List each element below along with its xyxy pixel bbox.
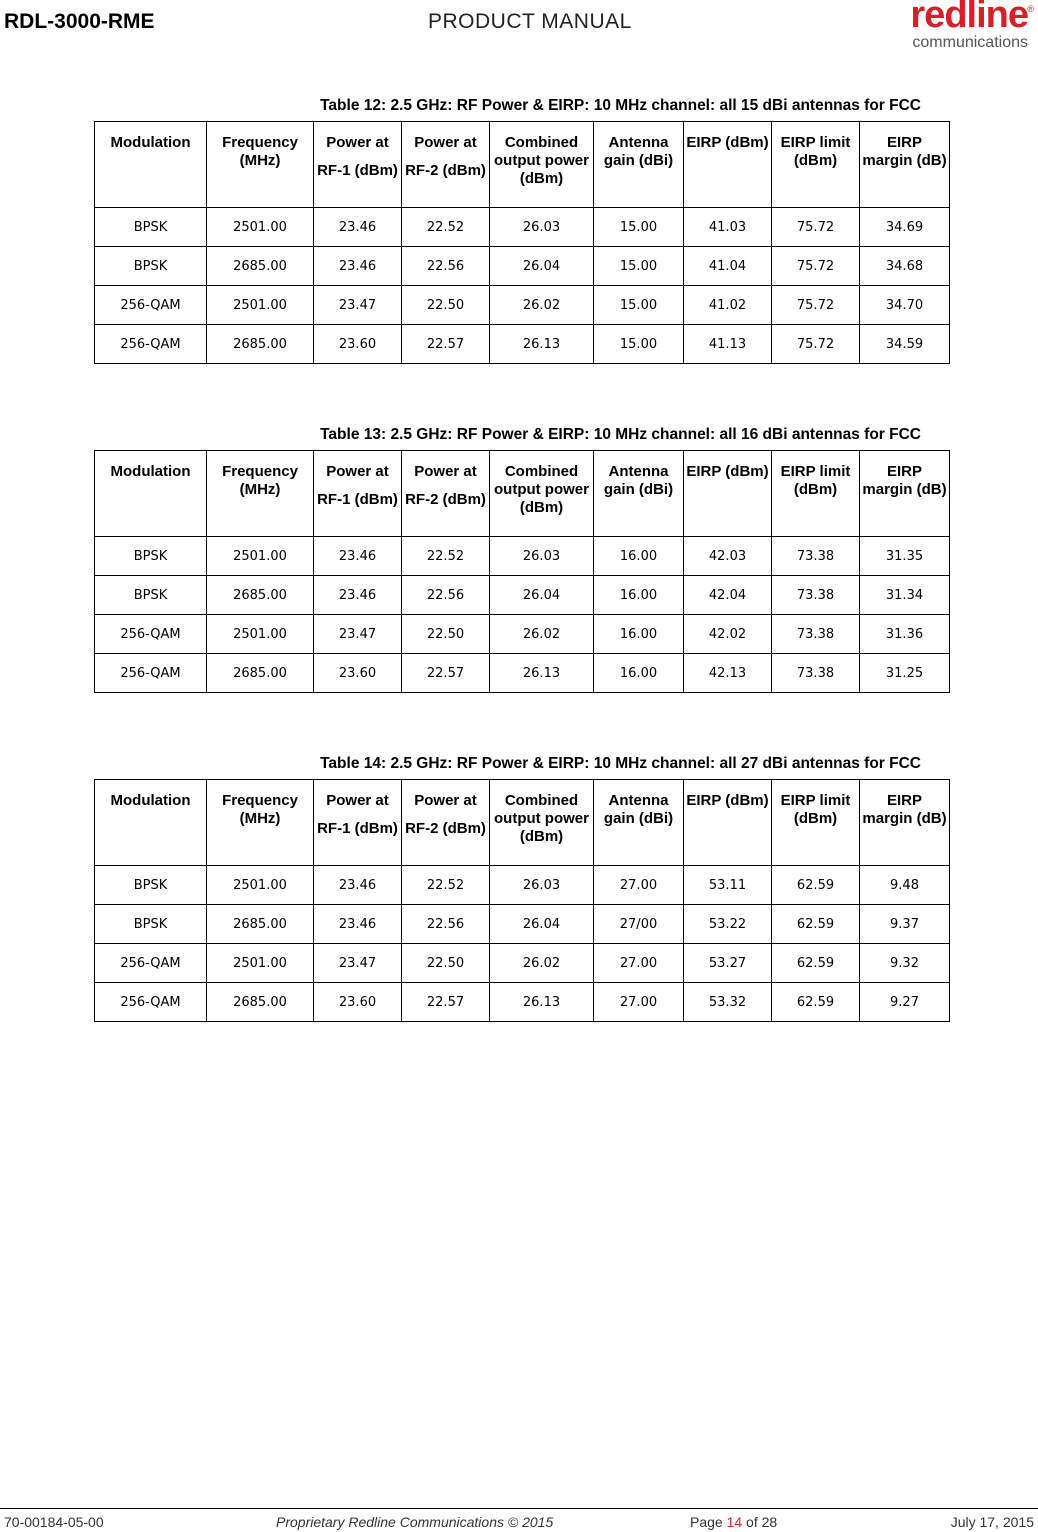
table-cell: 23.46 — [314, 208, 402, 247]
table-cell: 15.00 — [594, 208, 684, 247]
column-header — [314, 122, 402, 208]
column-header-label: Power at — [414, 463, 477, 480]
logo-wordmark: redline — [910, 0, 1028, 36]
column-header — [314, 780, 402, 866]
table-cell: 26.02 — [490, 615, 594, 654]
table-cell: 23.46 — [314, 576, 402, 615]
column-header-sublabel: RF-2 (dBm) — [405, 820, 486, 837]
table-cell: 75.72 — [772, 208, 860, 247]
column-header-sublabel: RF-1 (dBm) — [317, 162, 398, 179]
table-cell: 2685.00 — [207, 325, 314, 364]
column-header — [207, 122, 314, 208]
table-cell: 2501.00 — [207, 944, 314, 983]
table-cell: 53.32 — [684, 983, 772, 1022]
table-cell: 75.72 — [772, 247, 860, 286]
column-header-label: EIRP limit (dBm) — [780, 792, 851, 827]
column-header-label: Combined output power (dBm) — [494, 792, 589, 845]
table-cell: 15.00 — [594, 286, 684, 325]
column-header — [684, 122, 772, 208]
table-14-block — [94, 753, 949, 1022]
footer-date: July 17, 2015 — [950, 1514, 1034, 1530]
table-cell: 62.59 — [772, 983, 860, 1022]
document-id: RDL-3000-RME — [4, 10, 155, 33]
table-cell: 22.57 — [402, 654, 490, 693]
footer-proprietary: Proprietary Redline Communications © 2015 — [276, 1514, 554, 1530]
rf-power-table — [94, 779, 950, 1022]
column-header — [860, 780, 950, 866]
table-cell: 9.27 — [860, 983, 950, 1022]
table-cell: BPSK — [95, 866, 207, 905]
table-cell: 22.52 — [402, 537, 490, 576]
table-cell: 22.57 — [402, 983, 490, 1022]
table-cell: 73.38 — [772, 537, 860, 576]
column-header-sublabel: RF-1 (dBm) — [317, 491, 398, 508]
column-header-label: Frequency (MHz) — [222, 463, 298, 498]
table-cell: 26.03 — [490, 866, 594, 905]
table-cell: 42.02 — [684, 615, 772, 654]
table-cell: 73.38 — [772, 654, 860, 693]
column-header — [95, 122, 207, 208]
table-cell: 31.25 — [860, 654, 950, 693]
table-row — [95, 286, 950, 325]
footer-page-indicator — [690, 1514, 777, 1530]
rf-power-table — [94, 450, 950, 693]
table-cell: 26.04 — [490, 905, 594, 944]
rf-power-table — [94, 121, 950, 364]
table-row — [95, 944, 950, 983]
column-header — [594, 451, 684, 537]
table-13-block — [94, 424, 949, 693]
column-header-label: EIRP limit (dBm) — [780, 463, 851, 498]
table-header-row — [95, 451, 950, 537]
table-cell: 2501.00 — [207, 615, 314, 654]
table-cell: 256-QAM — [95, 286, 207, 325]
table-cell: BPSK — [95, 537, 207, 576]
table-cell: 22.57 — [402, 325, 490, 364]
table-cell: 23.47 — [314, 944, 402, 983]
table-cell: 22.56 — [402, 576, 490, 615]
page-footer — [0, 1508, 1038, 1532]
table-row — [95, 654, 950, 693]
column-header — [860, 451, 950, 537]
table-cell: 42.13 — [684, 654, 772, 693]
column-header-label: Power at — [326, 792, 389, 809]
footer-page-suffix: of 28 — [742, 1514, 778, 1530]
table-cell: 27.00 — [594, 944, 684, 983]
table-cell: 2685.00 — [207, 247, 314, 286]
column-header — [314, 451, 402, 537]
column-header — [490, 122, 594, 208]
table-cell: 31.34 — [860, 576, 950, 615]
table-cell: 31.36 — [860, 615, 950, 654]
table-cell: 22.56 — [402, 905, 490, 944]
column-header — [95, 780, 207, 866]
table-cell: 27/00 — [594, 905, 684, 944]
table-cell: 256-QAM — [95, 615, 207, 654]
table-cell: 2501.00 — [207, 286, 314, 325]
page-header — [0, 0, 1038, 60]
column-header — [207, 780, 314, 866]
column-header-label: Combined output power (dBm) — [494, 134, 589, 187]
column-header-label: Combined output power (dBm) — [494, 463, 589, 516]
table-cell: 23.47 — [314, 286, 402, 325]
table-cell: 256-QAM — [95, 654, 207, 693]
table-cell: 22.52 — [402, 866, 490, 905]
table-cell: 23.60 — [314, 654, 402, 693]
table-cell: 53.11 — [684, 866, 772, 905]
column-header-label: Antenna gain (dBi) — [603, 792, 674, 827]
table-cell: 26.04 — [490, 247, 594, 286]
table-row — [95, 208, 950, 247]
column-header-label: Antenna gain (dBi) — [603, 134, 674, 169]
column-header — [772, 780, 860, 866]
document-type: PRODUCT MANUAL — [428, 10, 632, 33]
column-header — [594, 780, 684, 866]
column-header-label: Modulation — [110, 463, 191, 480]
column-header-label: EIRP margin (dB) — [862, 134, 947, 169]
table-cell: 256-QAM — [95, 325, 207, 364]
table-cell: 41.02 — [684, 286, 772, 325]
table-cell: 23.60 — [314, 983, 402, 1022]
column-header-label: Antenna gain (dBi) — [603, 463, 674, 498]
table-cell: 9.37 — [860, 905, 950, 944]
table-cell: 42.03 — [684, 537, 772, 576]
table-cell: 26.02 — [490, 286, 594, 325]
table-cell: 23.60 — [314, 325, 402, 364]
table-cell: 22.50 — [402, 615, 490, 654]
table-row — [95, 537, 950, 576]
table-cell: BPSK — [95, 247, 207, 286]
table-cell: 22.56 — [402, 247, 490, 286]
table-cell: 26.03 — [490, 208, 594, 247]
column-header-label: EIRP (dBm) — [686, 134, 769, 151]
column-header — [207, 451, 314, 537]
table-cell: 2501.00 — [207, 208, 314, 247]
table-cell: 26.03 — [490, 537, 594, 576]
table-caption: Table 12: 2.5 GHz: RF Power & EIRP: 10 MHz channel: all 15 dBi antennas for FCC — [320, 97, 921, 114]
column-header-sublabel: RF-2 (dBm) — [405, 162, 486, 179]
column-header — [772, 451, 860, 537]
table-cell: 16.00 — [594, 537, 684, 576]
column-header — [490, 780, 594, 866]
table-row — [95, 615, 950, 654]
table-cell: 2501.00 — [207, 866, 314, 905]
table-cell: 15.00 — [594, 325, 684, 364]
table-cell: 16.00 — [594, 576, 684, 615]
table-cell: 2501.00 — [207, 537, 314, 576]
column-header-label: EIRP (dBm) — [686, 792, 769, 809]
table-cell: 34.70 — [860, 286, 950, 325]
table-cell: 41.03 — [684, 208, 772, 247]
table-cell: 53.22 — [684, 905, 772, 944]
table-cell: 34.59 — [860, 325, 950, 364]
table-12-block — [94, 95, 949, 364]
logo-subtitle: communications — [912, 34, 1028, 51]
table-row — [95, 983, 950, 1022]
table-cell: 73.38 — [772, 576, 860, 615]
column-header-label: EIRP limit (dBm) — [780, 134, 851, 169]
column-header — [772, 122, 860, 208]
footer-doc-number: 70-00184-05-00 — [4, 1514, 104, 1530]
table-cell: BPSK — [95, 576, 207, 615]
table-cell: 75.72 — [772, 286, 860, 325]
column-header-label: Modulation — [110, 134, 191, 151]
table-cell: 31.35 — [860, 537, 950, 576]
table-cell: 75.72 — [772, 325, 860, 364]
column-header-label: Frequency (MHz) — [222, 792, 298, 827]
table-cell: 16.00 — [594, 654, 684, 693]
column-header — [402, 451, 490, 537]
table-caption: Table 13: 2.5 GHz: RF Power & EIRP: 10 MHz channel: all 16 dBi antennas for FCC — [320, 426, 921, 443]
table-cell: 22.50 — [402, 286, 490, 325]
table-cell: 23.47 — [314, 615, 402, 654]
table-cell: 41.13 — [684, 325, 772, 364]
table-cell: BPSK — [95, 208, 207, 247]
column-header — [594, 122, 684, 208]
table-cell: 256-QAM — [95, 983, 207, 1022]
table-cell: 34.68 — [860, 247, 950, 286]
table-cell: 62.59 — [772, 866, 860, 905]
table-cell: 26.13 — [490, 325, 594, 364]
table-cell: 2685.00 — [207, 983, 314, 1022]
column-header-label: Power at — [414, 792, 477, 809]
column-header — [684, 780, 772, 866]
column-header-label: Power at — [326, 463, 389, 480]
table-cell: 15.00 — [594, 247, 684, 286]
logo-registered-mark: ® — [1027, 4, 1034, 14]
column-header-sublabel: RF-1 (dBm) — [317, 820, 398, 837]
table-cell: 53.27 — [684, 944, 772, 983]
table-cell: 62.59 — [772, 944, 860, 983]
table-header-row — [95, 780, 950, 866]
table-row — [95, 905, 950, 944]
table-header-row — [95, 122, 950, 208]
table-cell: 9.32 — [860, 944, 950, 983]
table-row — [95, 576, 950, 615]
column-header-label: EIRP (dBm) — [686, 463, 769, 480]
table-row — [95, 247, 950, 286]
table-cell: 34.69 — [860, 208, 950, 247]
table-cell: 9.48 — [860, 866, 950, 905]
table-cell: 22.50 — [402, 944, 490, 983]
column-header — [860, 122, 950, 208]
column-header-label: Modulation — [110, 792, 191, 809]
column-header-label: EIRP margin (dB) — [862, 463, 947, 498]
table-cell: 23.46 — [314, 905, 402, 944]
table-cell: 2685.00 — [207, 905, 314, 944]
table-cell: 27.00 — [594, 983, 684, 1022]
table-cell: 22.52 — [402, 208, 490, 247]
table-cell: 27.00 — [594, 866, 684, 905]
table-cell: BPSK — [95, 905, 207, 944]
table-caption: Table 14: 2.5 GHz: RF Power & EIRP: 10 MHz channel: all 27 dBi antennas for FCC — [320, 755, 921, 772]
table-row — [95, 325, 950, 364]
column-header — [490, 451, 594, 537]
table-cell: 42.04 — [684, 576, 772, 615]
table-cell: 2685.00 — [207, 654, 314, 693]
table-cell: 16.00 — [594, 615, 684, 654]
column-header-sublabel: RF-2 (dBm) — [405, 491, 486, 508]
column-header — [402, 780, 490, 866]
table-cell: 256-QAM — [95, 944, 207, 983]
column-header-label: EIRP margin (dB) — [862, 792, 947, 827]
redline-logo — [896, 0, 1036, 56]
column-header — [684, 451, 772, 537]
table-row — [95, 866, 950, 905]
table-cell: 26.13 — [490, 654, 594, 693]
table-cell: 23.46 — [314, 866, 402, 905]
column-header-label: Frequency (MHz) — [222, 134, 298, 169]
column-header — [95, 451, 207, 537]
footer-page-number: 14 — [726, 1514, 743, 1530]
table-cell: 73.38 — [772, 615, 860, 654]
table-cell: 23.46 — [314, 537, 402, 576]
footer-page-prefix: Page — [690, 1514, 727, 1530]
table-cell: 26.13 — [490, 983, 594, 1022]
table-cell: 2685.00 — [207, 576, 314, 615]
table-cell: 41.04 — [684, 247, 772, 286]
table-cell: 26.04 — [490, 576, 594, 615]
column-header-label: Power at — [414, 134, 477, 151]
table-cell: 23.46 — [314, 247, 402, 286]
table-cell: 26.02 — [490, 944, 594, 983]
column-header — [402, 122, 490, 208]
column-header-label: Power at — [326, 134, 389, 151]
table-cell: 62.59 — [772, 905, 860, 944]
